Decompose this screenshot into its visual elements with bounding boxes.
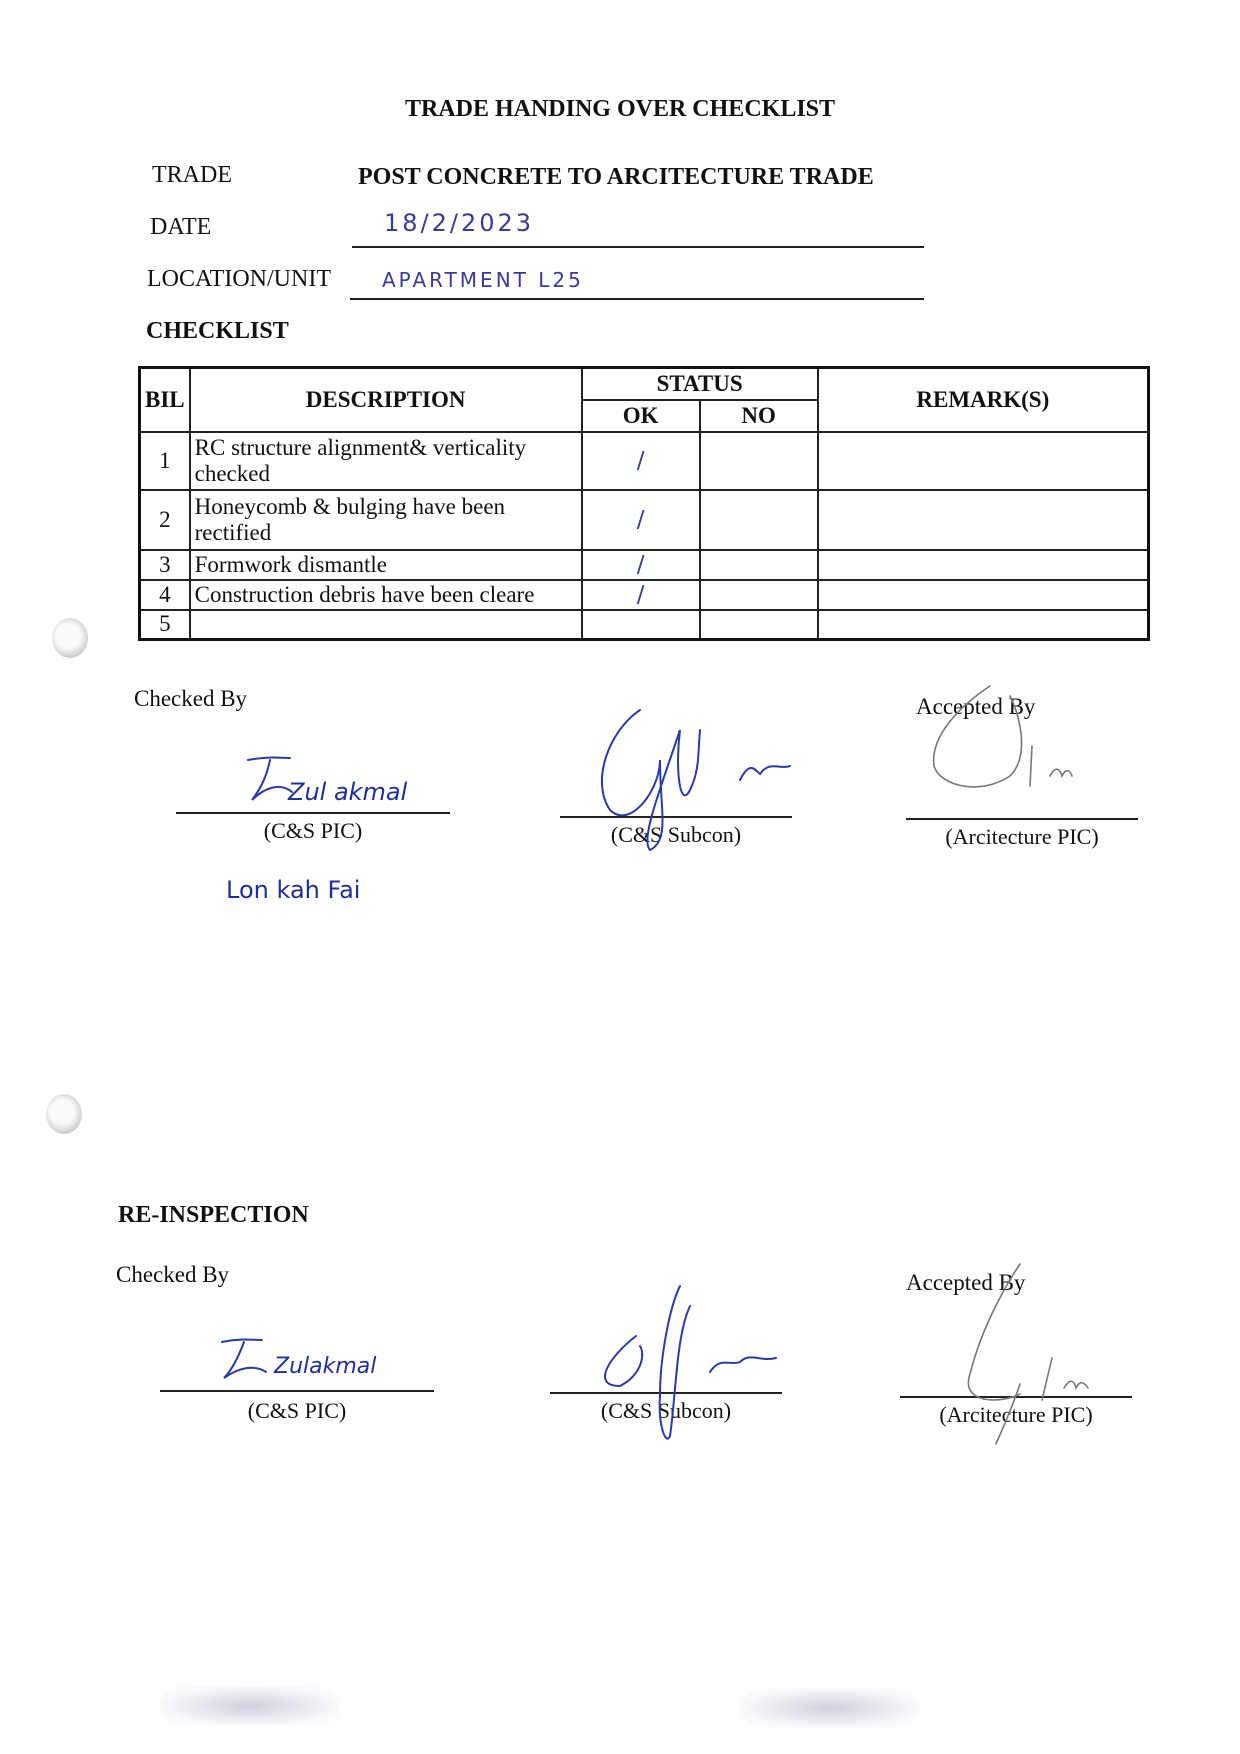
row-description: Honeycomb & bulging have been rectified <box>190 490 582 550</box>
row-number: 4 <box>140 580 190 610</box>
row-remark <box>818 432 1149 490</box>
reinspection-cs-pic-signature <box>216 1334 276 1384</box>
row-no-mark <box>700 610 818 640</box>
arch-pic-label: (Arcitecture PIC) <box>945 824 1099 849</box>
trade-value: POST CONCRETE TO ARCITECTURE TRADE <box>358 164 874 190</box>
row-no-mark <box>700 432 818 490</box>
row-description: Construction debris have been cleare <box>190 580 582 610</box>
col-no: NO <box>700 400 818 432</box>
row-ok-mark <box>582 610 700 640</box>
location-label: LOCATION/UNIT <box>147 266 331 292</box>
checklist-heading: CHECKLIST <box>146 318 289 344</box>
arch-pic-signature-line <box>906 818 1138 820</box>
punch-hole-icon <box>52 618 88 658</box>
reinspection-heading: RE-INSPECTION <box>118 1202 309 1228</box>
table-row <box>140 610 1149 640</box>
row-remark <box>818 580 1149 610</box>
table-row <box>140 490 1149 550</box>
row-number: 5 <box>140 610 190 640</box>
row-ok-mark: / <box>582 580 700 610</box>
checklist-table <box>138 366 1150 641</box>
row-remark <box>818 490 1149 550</box>
reinspection-cs-pic-signature-text: Zulakmal <box>274 1354 377 1379</box>
reinspection-arch-pic-signature <box>940 1254 1120 1454</box>
row-description <box>190 610 582 640</box>
row-ok-mark: / <box>582 490 700 550</box>
location-underline <box>350 298 924 300</box>
table-row <box>140 432 1149 490</box>
col-status: STATUS <box>582 368 818 400</box>
cs-pic-label: (C&S PIC) <box>263 818 363 843</box>
row-number: 2 <box>140 490 190 550</box>
cs-pic-signature <box>240 752 300 804</box>
cs-pic-signature-text: Zul akmal <box>288 778 408 806</box>
col-ok: OK <box>582 400 700 432</box>
row-no-mark <box>700 550 818 580</box>
row-ok-mark: / <box>582 550 700 580</box>
checked-by-label: Checked By <box>134 686 248 711</box>
date-value: 18/2/2023 <box>384 209 535 237</box>
reinspection-checked-by-label: Checked By <box>116 1262 230 1287</box>
col-remarks: REMARK(S) <box>818 368 1149 432</box>
date-label: DATE <box>150 214 212 240</box>
cs-subcon-signature <box>580 690 820 860</box>
row-no-mark <box>700 490 818 550</box>
location-value: APARTMENT L25 <box>382 268 584 292</box>
reinspection-cs-pic-label: (C&S PIC) <box>247 1398 347 1423</box>
punch-hole-icon <box>46 1094 82 1134</box>
table-row <box>140 550 1149 580</box>
cs-subcon-label: (C&S Subcon) <box>610 822 742 847</box>
reinspection-arch-pic-label: (Arcitecture PIC) <box>939 1402 1093 1427</box>
accepted-by-label: Accepted By <box>916 694 1036 719</box>
row-description: RC structure alignment& verticality checked <box>190 432 582 490</box>
date-underline <box>352 246 924 248</box>
col-description: DESCRIPTION <box>190 368 582 432</box>
reinspection-cs-subcon-label: (C&S Subcon) <box>600 1398 732 1423</box>
row-number: 3 <box>140 550 190 580</box>
table-row <box>140 580 1149 610</box>
reinspection-cs-subcon-signature <box>580 1276 820 1456</box>
row-description: Formwork dismantle <box>190 550 582 580</box>
row-ok-mark: / <box>582 432 700 490</box>
reinspection-cs-pic-signature-line <box>160 1390 434 1392</box>
handwritten-name: Lon kah Fai <box>226 876 361 904</box>
row-remark <box>818 610 1149 640</box>
col-bil: BIL <box>140 368 190 432</box>
trade-label: TRADE <box>152 162 232 188</box>
row-remark <box>818 550 1149 580</box>
scan-smudge <box>160 1686 340 1726</box>
scan-smudge <box>740 1688 920 1728</box>
document-title: TRADE HANDING OVER CHECKLIST <box>404 96 836 122</box>
reinspection-accepted-by-label: Accepted By <box>906 1270 1026 1295</box>
row-number: 1 <box>140 432 190 490</box>
row-no-mark <box>700 580 818 610</box>
cs-pic-signature-line <box>176 812 450 814</box>
arch-pic-signature <box>920 676 1100 816</box>
